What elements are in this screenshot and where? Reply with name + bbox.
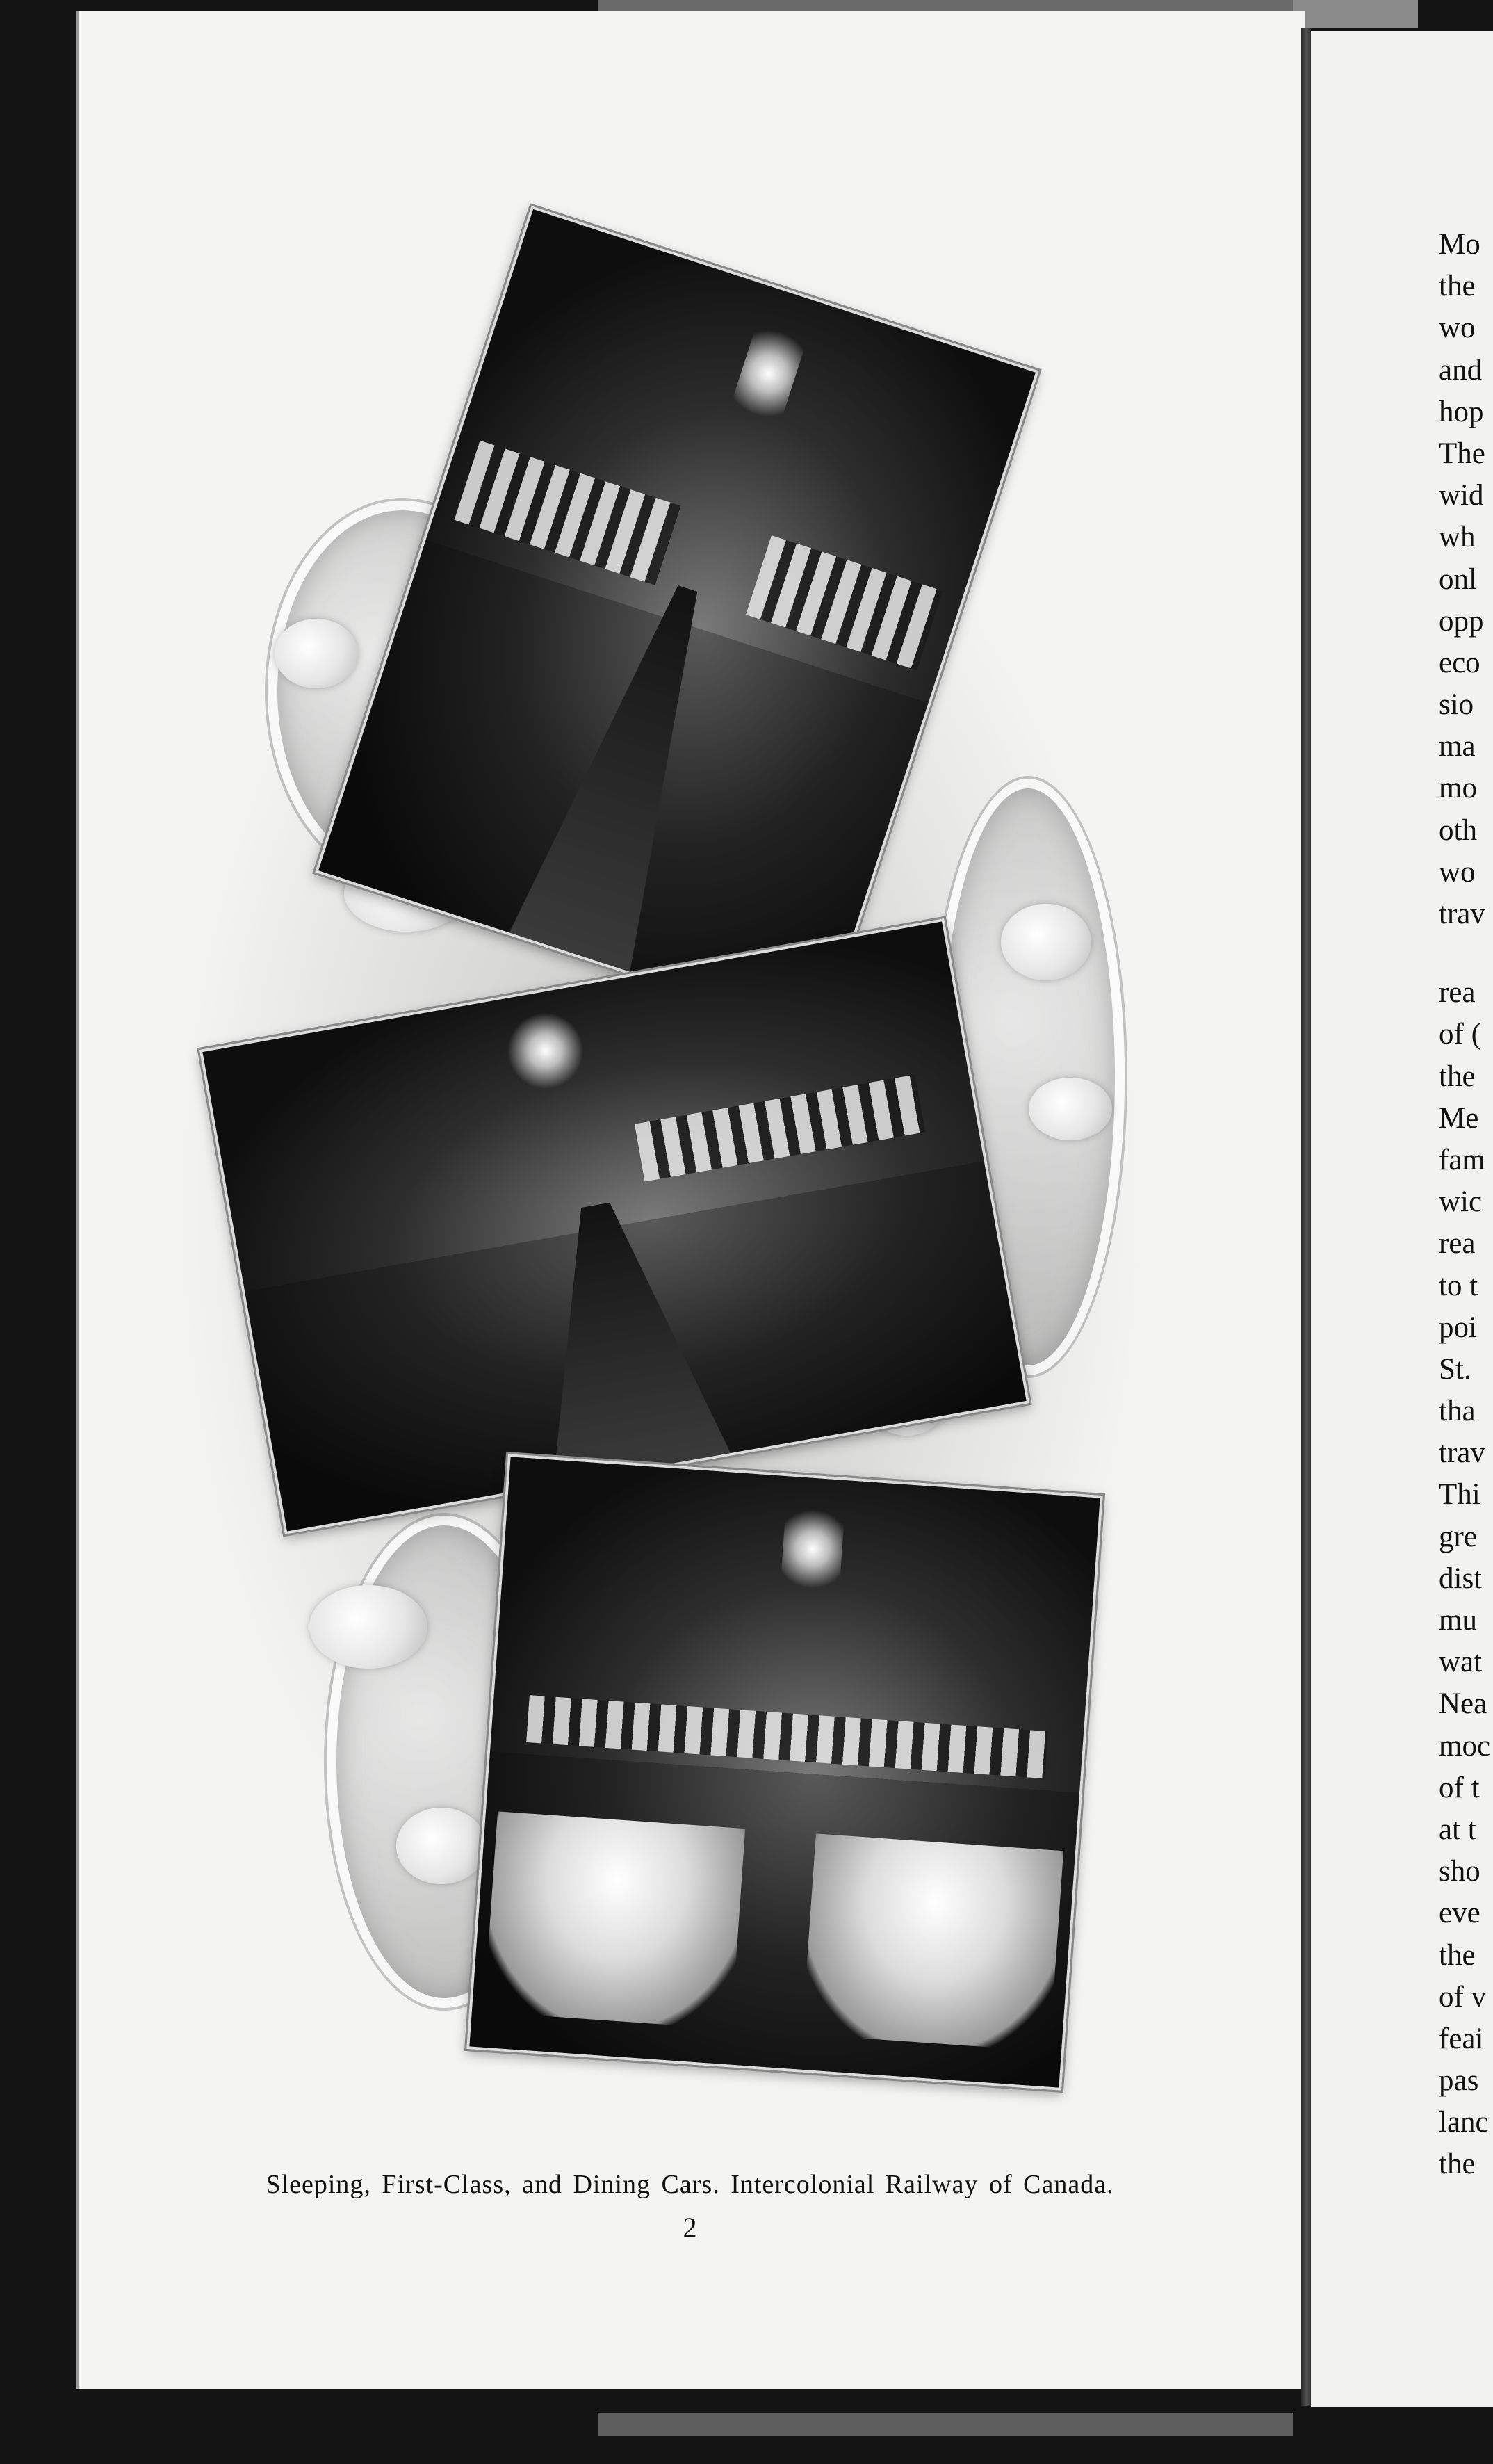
text-line: onl [1439,562,1477,596]
text-line: rea [1439,976,1476,1010]
figure-caption: Sleeping, First-Class, and Dining Cars. Intercolonial Railway of Canada. [266,2170,1114,2199]
text-line: pas [1439,2064,1479,2098]
book-gutter [1301,28,1311,2406]
text-line: mu [1439,1604,1477,1637]
text-line: and [1439,353,1483,387]
text-line: fam [1439,1143,1485,1176]
cloud-ornament [1001,904,1091,980]
cloud-ornament [275,619,358,688]
text-line: wh [1439,521,1476,554]
text-line: mo [1439,772,1477,805]
text-line: Mo [1439,228,1480,261]
scan-border-top-right [1293,0,1418,28]
text-line: eco [1439,646,1480,679]
ceiling-lamp [779,1500,845,1598]
text-line: hop [1439,395,1484,428]
ceiling-lamp [502,1006,589,1096]
text-line: rea [1439,1227,1476,1261]
text-line: The [1439,437,1485,470]
text-line: wo [1439,311,1476,345]
text-line: at t [1439,1813,1476,1846]
cloud-ornament [1029,1078,1112,1140]
text-line: feai [1439,2022,1484,2055]
text-line: dist [1439,1562,1483,1595]
dining-tables-left [484,1811,745,2029]
text-line: wic [1439,1185,1483,1219]
text-line: the [1439,1060,1476,1093]
text-line: the [1439,270,1476,303]
dining-tables-right [802,1833,1063,2051]
text-line: St. [1439,1352,1471,1386]
text-line: opp [1439,604,1484,638]
dining-car-photo [466,1454,1103,2091]
text-line: of ( [1439,1018,1481,1051]
text-line: wat [1439,1646,1483,1679]
text-line: wid [1439,479,1484,512]
cloud-ornament [309,1585,427,1669]
text-line: the [1439,1938,1476,1972]
text-line: wo [1439,855,1476,889]
text-line: moc [1439,1729,1491,1762]
text-line: Me [1439,1101,1479,1135]
text-line: trav [1439,1436,1485,1470]
text-line: sio [1439,688,1474,722]
text-line: Thi [1439,1478,1480,1511]
right-page-text-column [1439,224,1493,2186]
text-line: lanc [1439,2106,1489,2139]
text-line: to t [1439,1269,1478,1302]
text-line: gre [1439,1520,1477,1553]
text-line: oth [1439,813,1477,847]
paragraph-gap [1439,935,1493,972]
cloud-ornament [396,1808,487,1884]
text-line: the [1439,2148,1476,2181]
scan-border-bottom [598,2413,1293,2436]
page-number: 2 [683,2212,697,2243]
text-line: eve [1439,1897,1480,1930]
text-line: ma [1439,730,1476,763]
text-line: poi [1439,1311,1477,1344]
text-line: tha [1439,1395,1476,1428]
text-line: of t [1439,1771,1480,1804]
text-line: Nea [1439,1687,1487,1721]
text-line: of v [1439,1980,1487,2013]
text-line: sho [1439,1855,1480,1888]
text-line: trav [1439,898,1485,930]
